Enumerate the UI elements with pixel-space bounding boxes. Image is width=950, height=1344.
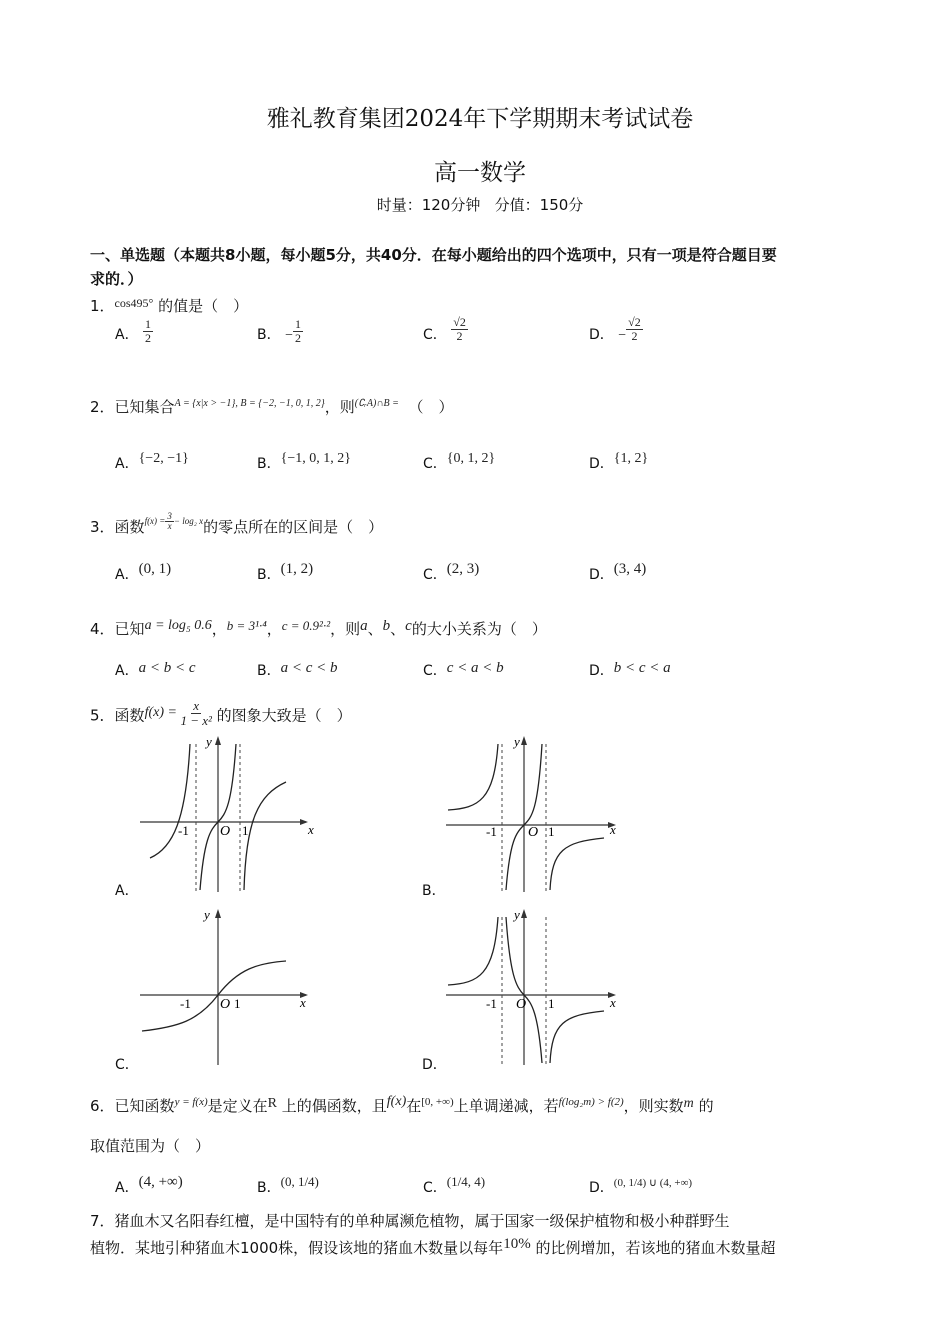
q2-option-c-label: C． [423,456,447,472]
q4-var-c: c [405,618,412,634]
time-label: 时量：120分钟 [376,196,481,214]
q6-option-d[interactable] [589,1177,692,1197]
q6-interval: [0, +∞) [421,1096,454,1108]
curve-left [448,917,498,985]
origin-label: O [528,825,539,840]
q4-a-expr: a = log₅ 0.6 [144,618,212,633]
q3-fn [144,511,204,532]
q3-option-a-label: A． [115,567,139,583]
curve-right [550,1011,604,1063]
q7-number: 7． [90,1212,115,1230]
q1-option-d-label: D． [589,327,614,344]
y-label: y [206,734,212,749]
q4-option-d-value: b < c < a [613,660,671,676]
q6-option-b-label: B． [257,1180,281,1196]
x-arrow-icon [300,819,308,825]
score-label: 分值：150分 [494,196,584,214]
one-label: 1 [548,824,555,839]
q1-a-num: 1 [145,317,152,331]
q3-fn-num: 3 [167,511,172,521]
q5-number: 5． [90,706,115,725]
q4-option-b-label: B． [257,663,281,679]
q1-option-a[interactable] [115,317,153,348]
origin-label: O [220,997,231,1012]
q6-text-c: 上的偶函数，且 [281,1097,387,1115]
one-label: 1 [548,996,555,1011]
q7-line2-b: 的比例增加，若该地的猪血木数量超 [535,1239,776,1257]
q4-option-b[interactable] [257,660,338,680]
q3-number: 3． [90,518,115,536]
x-label: x [610,822,616,837]
section-heading-line2: 求的．） [90,270,143,288]
y-label: y [514,907,520,922]
q7-pct: 10% [503,1236,531,1252]
q4-option-b-value: a < c < b [280,660,338,676]
x-label: x [610,995,616,1010]
origin-label: O [516,997,527,1012]
curve-left [150,744,190,858]
q3-fn-left: f(x) = [144,516,166,526]
one-label: 1 [234,996,241,1011]
q5-option-a[interactable]: A． [115,883,139,899]
q6-fn: y = f(x) [174,1096,208,1108]
q6-option-a-label: A． [115,1180,139,1196]
q3-option-c-value: (2, 3) [446,561,480,577]
q2-text-a: 已知集合 [114,398,175,416]
q2-text-b: ，则 [324,398,355,416]
q6-number: 6． [90,1097,115,1115]
q4-option-a-label: A． [115,663,139,679]
y-arrow-icon [215,909,221,918]
q3-text-b: 的零点所在的区间是（ ） [203,518,384,536]
q4-option-c-label: C． [423,663,447,679]
question-6-line1 [90,1095,714,1116]
q3-option-d[interactable] [589,561,647,584]
q1-d-num: √2 [628,315,641,329]
q5-graph-a[interactable] [138,730,318,895]
q5-option-d[interactable]: D． [422,1057,447,1073]
q4-dun-2: 、 [390,620,406,638]
y-label: y [514,734,520,749]
q6-option-d-value: (0, 1/4) ∪ (4, +∞) [613,1177,693,1189]
q3-option-d-value: (3, 4) [613,561,647,577]
q6-text-g: 的 [698,1097,714,1115]
q1-option-a-label: A． [115,327,139,344]
q6-option-c-value: (1/4, 4) [446,1174,486,1189]
q1-expr: cos495° [114,296,154,310]
q5-text-a: 函数 [114,706,145,725]
q2-option-b[interactable] [257,453,351,473]
q1-b-num: 1 [294,317,301,331]
q6-text-e: 上单调递减，若 [453,1097,559,1115]
exam-subject: 高一数学 [434,160,526,186]
q2-option-d-value: {1, 2} [613,451,649,466]
q6-text-f: ，则实数 [623,1097,684,1115]
q4-text-b: ，则 [330,620,361,638]
origin-label: O [220,824,231,839]
q6-text-a: 已知函数 [114,1097,175,1115]
q1-option-b-label: B． [257,327,281,344]
q4-option-c-value: c < a < b [446,660,504,676]
q6-ineq: f(log₂m) > f(2) [558,1096,624,1108]
q5-fn [144,698,212,728]
q4-var-a: a [360,618,368,634]
q4-option-c[interactable] [423,660,504,680]
question-2 [90,396,453,417]
q6-R: R [267,1096,277,1111]
section-heading-line1: 一、单选题（本题共8小题，每小题5分，共40分．在每小题给出的四个选项中，只有一项是符合题目要 [90,246,777,264]
q6-option-b[interactable] [257,1174,319,1197]
q6-text-d: 在 [406,1097,422,1115]
q4-sep-2: ， [266,620,282,638]
y-label: y [204,907,210,922]
q5-fn-num: x [193,698,200,713]
curve-right [550,838,604,890]
q5-graph-b[interactable] [444,730,624,895]
q5-graph-d[interactable] [444,903,624,1068]
y-arrow-icon [215,736,221,745]
question-7-line1 [90,1210,730,1231]
q1-b-sign: − [285,328,293,344]
q3-text-a: 函数 [114,518,145,536]
q2-sets: A = {x|x > −1}, B = {−2, −1, 0, 1, 2} [174,398,325,409]
x-label: x [300,995,306,1010]
neg-one-label: -1 [178,823,189,838]
q1-b-den: 2 [294,330,301,345]
q5-fn-den: 1 − x² [180,712,212,728]
q4-dun-1: 、 [367,620,383,638]
q1-number: 1． [90,297,115,315]
q4-option-a[interactable] [115,660,195,680]
q6-fx: f(x) [386,1094,407,1109]
q1-a-den: 2 [145,330,152,345]
q5-option-c[interactable]: C． [115,1057,139,1073]
q4-b-expr: b = 3¹·⁴ [226,618,267,633]
q2-text-c: （ ） [408,398,454,416]
curve [142,961,286,1031]
q3-option-b[interactable] [257,561,314,584]
q7-line2-a: 植物．某地引种猪血木1000株，假设该地的猪血木数量以每年 [90,1239,504,1257]
neg-one-label: -1 [486,824,497,839]
q1-c-den: 2 [456,328,463,343]
q3-fn-den: x [167,521,172,532]
q6-line2: 取值范围为（ ） [90,1137,211,1155]
q4-option-a-value: a < b < c [138,660,196,676]
q3-option-c[interactable] [423,561,480,584]
curve-right [244,782,286,890]
question-1 [90,295,248,316]
q1-c-num: √2 [453,315,466,329]
question-7-line2 [90,1237,775,1258]
q1-option-c[interactable] [423,315,468,348]
one-label: 1 [242,823,249,838]
q2-option-a-label: A． [115,456,139,472]
q3-option-d-label: D． [589,567,614,583]
q2-option-b-value: {−1, 0, 1, 2} [280,451,351,466]
q4-number: 4． [90,620,115,638]
q3-option-a-value: (0, 1) [138,561,172,577]
q3-option-b-value: (1, 2) [280,561,314,577]
q4-text-a: 已知 [114,620,145,638]
q2-option-b-label: B． [257,456,281,472]
exam-title: 雅礼教育集团2024年下学期期末考试试卷 [266,106,694,132]
q5-fn-left: f(x) = [144,705,177,721]
q6-option-b-value: (0, 1/4) [280,1174,319,1189]
q1-option-b[interactable] [257,317,303,348]
neg-one-label: -1 [180,996,191,1011]
q3-option-c-label: C． [423,567,447,583]
x-label: x [308,822,314,837]
q4-option-d-label: D． [589,663,614,679]
q7-line1: 猪血木又名阳春红檀，是中国特有的单种属濒危植物，属于国家一级保护植物和极小种群野生 [114,1212,730,1230]
neg-one-label: -1 [486,996,497,1011]
q2-option-d[interactable] [589,453,648,473]
q4-sep-1: ， [211,620,227,638]
q6-text-b: 是定义在 [207,1097,268,1115]
q6-option-d-label: D． [589,1180,614,1196]
y-arrow-icon [521,909,527,918]
q6-option-c-label: C． [423,1180,447,1196]
q2-expr: (∁ᵣA)∩B = [354,398,399,409]
q5-option-b[interactable]: B． [422,883,446,899]
question-3 [90,511,384,540]
q1-d-den: 2 [631,328,638,343]
q2-option-c-value: {0, 1, 2} [446,451,496,466]
q6-m: m [683,1096,694,1111]
q2-option-a[interactable] [115,453,189,473]
q1-option-c-label: C． [423,327,447,344]
q2-option-a-value: {−2, −1} [138,451,189,466]
q6-option-c[interactable] [423,1174,486,1197]
q1-d-sign: − [618,328,627,344]
q5-graph-c[interactable] [138,903,318,1068]
q6-option-a[interactable] [115,1174,183,1197]
exam-meta [0,194,950,215]
q4-option-d[interactable] [589,660,671,680]
q2-number: 2． [90,398,115,416]
curve-left [448,744,498,810]
y-arrow-icon [521,736,527,745]
q2-option-c[interactable] [423,453,495,473]
q5-text-b: 的图象大致是（ ） [216,706,352,725]
q3-fn-right: − log₂ x [173,516,204,526]
q1-text: 的值是（ ） [158,297,249,315]
q4-text-c: 的大小关系为（ ） [411,620,547,638]
q3-option-a[interactable] [115,561,172,584]
q6-option-a-value: (4, +∞) [138,1174,183,1190]
question-5 [90,698,352,731]
q2-option-d-label: D． [589,456,614,472]
q1-option-d[interactable] [589,315,643,348]
q4-c-expr: c = 0.9²·² [281,618,331,633]
question-4 [90,618,547,639]
q3-option-b-label: B． [257,567,281,583]
q4-var-b: b [382,618,391,634]
